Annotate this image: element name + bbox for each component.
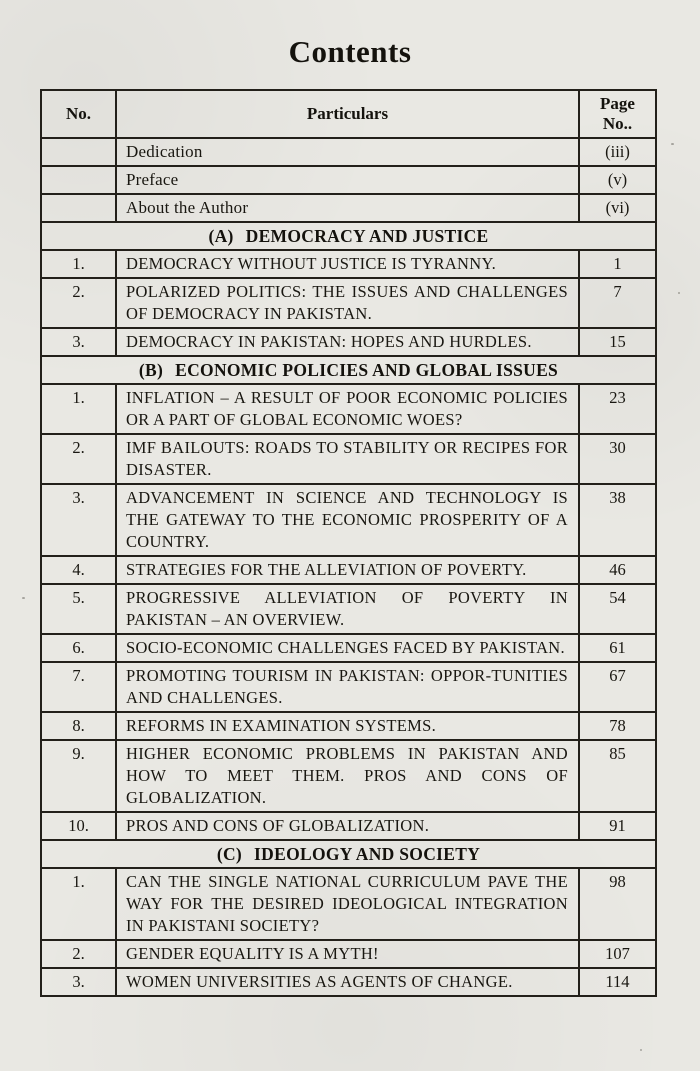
column-header-page-line1: Page <box>600 94 635 113</box>
entry-number: 3. <box>41 484 116 556</box>
entry-number: 6. <box>41 634 116 662</box>
table-row <box>41 634 656 662</box>
entry-number: 2. <box>41 278 116 328</box>
entry-title: DEMOCRACY WITHOUT JUSTICE IS TYRANNY. <box>116 250 579 278</box>
entry-number: 10. <box>41 812 116 840</box>
entry-title: INFLATION – A RESULT OF POOR ECONOMIC POLICIES OR A PART OF GLOBAL ECONOMIC WOES? <box>116 384 579 434</box>
entry-number: 2. <box>41 434 116 484</box>
section-header-row <box>41 222 656 250</box>
table-row <box>41 328 656 356</box>
entry-page: 78 <box>579 712 656 740</box>
entry-page: 15 <box>579 328 656 356</box>
entry-title: POLARIZED POLITICS: THE ISSUES AND CHALLENGES OF DEMOCRACY IN PAKISTAN. <box>116 278 579 328</box>
entry-title: GENDER EQUALITY IS A MYTH! <box>116 940 579 968</box>
entry-page: (vi) <box>579 194 656 222</box>
entry-title: IMF BAILOUTS: ROADS TO STABILITY OR RECIPES FOR DISASTER. <box>116 434 579 484</box>
scan-speck <box>22 597 25 599</box>
table-row <box>41 868 656 940</box>
page-title: Contents <box>288 34 412 69</box>
entry-page: 1 <box>579 250 656 278</box>
entry-number <box>41 166 116 194</box>
entry-page: 61 <box>579 634 656 662</box>
entry-number: 2. <box>41 940 116 968</box>
section-header <box>41 356 656 384</box>
entry-title: STRATEGIES FOR THE ALLEVIATION OF POVERTY. <box>116 556 579 584</box>
entry-number: 3. <box>41 968 116 996</box>
contents-table <box>40 89 657 997</box>
column-header-particulars: Particulars <box>116 90 579 138</box>
entry-number: 7. <box>41 662 116 712</box>
section-prefix: (B) <box>138 360 164 380</box>
entry-page: 85 <box>579 740 656 812</box>
scan-speck <box>678 292 680 294</box>
entry-title: Preface <box>116 166 579 194</box>
entry-page: (v) <box>579 166 656 194</box>
entry-title: DEMOCRACY IN PAKISTAN: HOPES AND HURDLES. <box>116 328 579 356</box>
entry-title: SOCIO-ECONOMIC CHALLENGES FACED BY PAKISTAN. <box>116 634 579 662</box>
section-prefix: (C) <box>216 844 243 864</box>
scan-speck <box>640 1049 642 1051</box>
table-row <box>41 740 656 812</box>
entry-page: 46 <box>579 556 656 584</box>
entry-page: 30 <box>579 434 656 484</box>
table-row <box>41 584 656 634</box>
entry-page: 23 <box>579 384 656 434</box>
table-row <box>41 166 656 194</box>
table-row <box>41 278 656 328</box>
table-row <box>41 968 656 996</box>
section-header <box>41 222 656 250</box>
entry-title: WOMEN UNIVERSITIES AS AGENTS OF CHANGE. <box>116 968 579 996</box>
section-title: DEMOCRACY AND JUSTICE <box>245 226 489 246</box>
section-header-row <box>41 840 656 868</box>
entry-page: 7 <box>579 278 656 328</box>
entry-number: 9. <box>41 740 116 812</box>
table-row <box>41 434 656 484</box>
entry-number: 1. <box>41 250 116 278</box>
entry-number <box>41 194 116 222</box>
entry-title: PROGRESSIVE ALLEVIATION OF POVERTY IN PAKISTAN – AN OVERVIEW. <box>116 584 579 634</box>
entry-number: 3. <box>41 328 116 356</box>
entry-number <box>41 138 116 166</box>
section-header <box>41 840 656 868</box>
column-header-page-line2: No.. <box>602 114 633 133</box>
table-row <box>41 194 656 222</box>
section-title: ECONOMIC POLICIES AND GLOBAL ISSUES <box>175 360 559 380</box>
table-header-row <box>41 90 656 138</box>
entry-title: PROMOTING TOURISM IN PAKISTAN: OPPOR-TUNITIES AND CHALLENGES. <box>116 662 579 712</box>
column-header-no: No. <box>41 90 116 138</box>
table-row <box>41 250 656 278</box>
scan-speck <box>671 143 674 145</box>
entry-page: 38 <box>579 484 656 556</box>
entry-number: 4. <box>41 556 116 584</box>
entry-title: ADVANCEMENT IN SCIENCE AND TECHNOLOGY IS THE GATEWAY TO THE ECONOMIC PROSPERITY OF A COUNTRY. <box>116 484 579 556</box>
section-title: IDEOLOGY AND SOCIETY <box>254 844 481 864</box>
entry-page: 54 <box>579 584 656 634</box>
entry-page: 114 <box>579 968 656 996</box>
table-row <box>41 662 656 712</box>
entry-title: PROS AND CONS OF GLOBALIZATION. <box>116 812 579 840</box>
entry-number: 1. <box>41 384 116 434</box>
entry-number: 8. <box>41 712 116 740</box>
section-header-row <box>41 356 656 384</box>
entry-title: About the Author <box>116 194 579 222</box>
entry-page: 67 <box>579 662 656 712</box>
entry-page: (iii) <box>579 138 656 166</box>
table-row <box>41 484 656 556</box>
entry-page: 107 <box>579 940 656 968</box>
entry-title: HIGHER ECONOMIC PROBLEMS IN PAKISTAN AND HOW TO MEET THEM. PROS AND CONS OF GLOBALIZATION. <box>116 740 579 812</box>
table-row <box>41 940 656 968</box>
entry-number: 5. <box>41 584 116 634</box>
entry-title: CAN THE SINGLE NATIONAL CURRICULUM PAVE THE WAY FOR THE DESIRED IDEOLOGICAL INTEGRATION IN PAKISTANI SOCIETY? <box>116 868 579 940</box>
table-row <box>41 712 656 740</box>
table-row <box>41 384 656 434</box>
table-row <box>41 138 656 166</box>
entry-number: 1. <box>41 868 116 940</box>
entry-page: 91 <box>579 812 656 840</box>
entry-title: REFORMS IN EXAMINATION SYSTEMS. <box>116 712 579 740</box>
entry-title: Dedication <box>116 138 579 166</box>
column-header-page <box>579 90 656 138</box>
table-row <box>41 556 656 584</box>
entry-page: 98 <box>579 868 656 940</box>
section-prefix: (A) <box>208 226 234 246</box>
table-row <box>41 812 656 840</box>
